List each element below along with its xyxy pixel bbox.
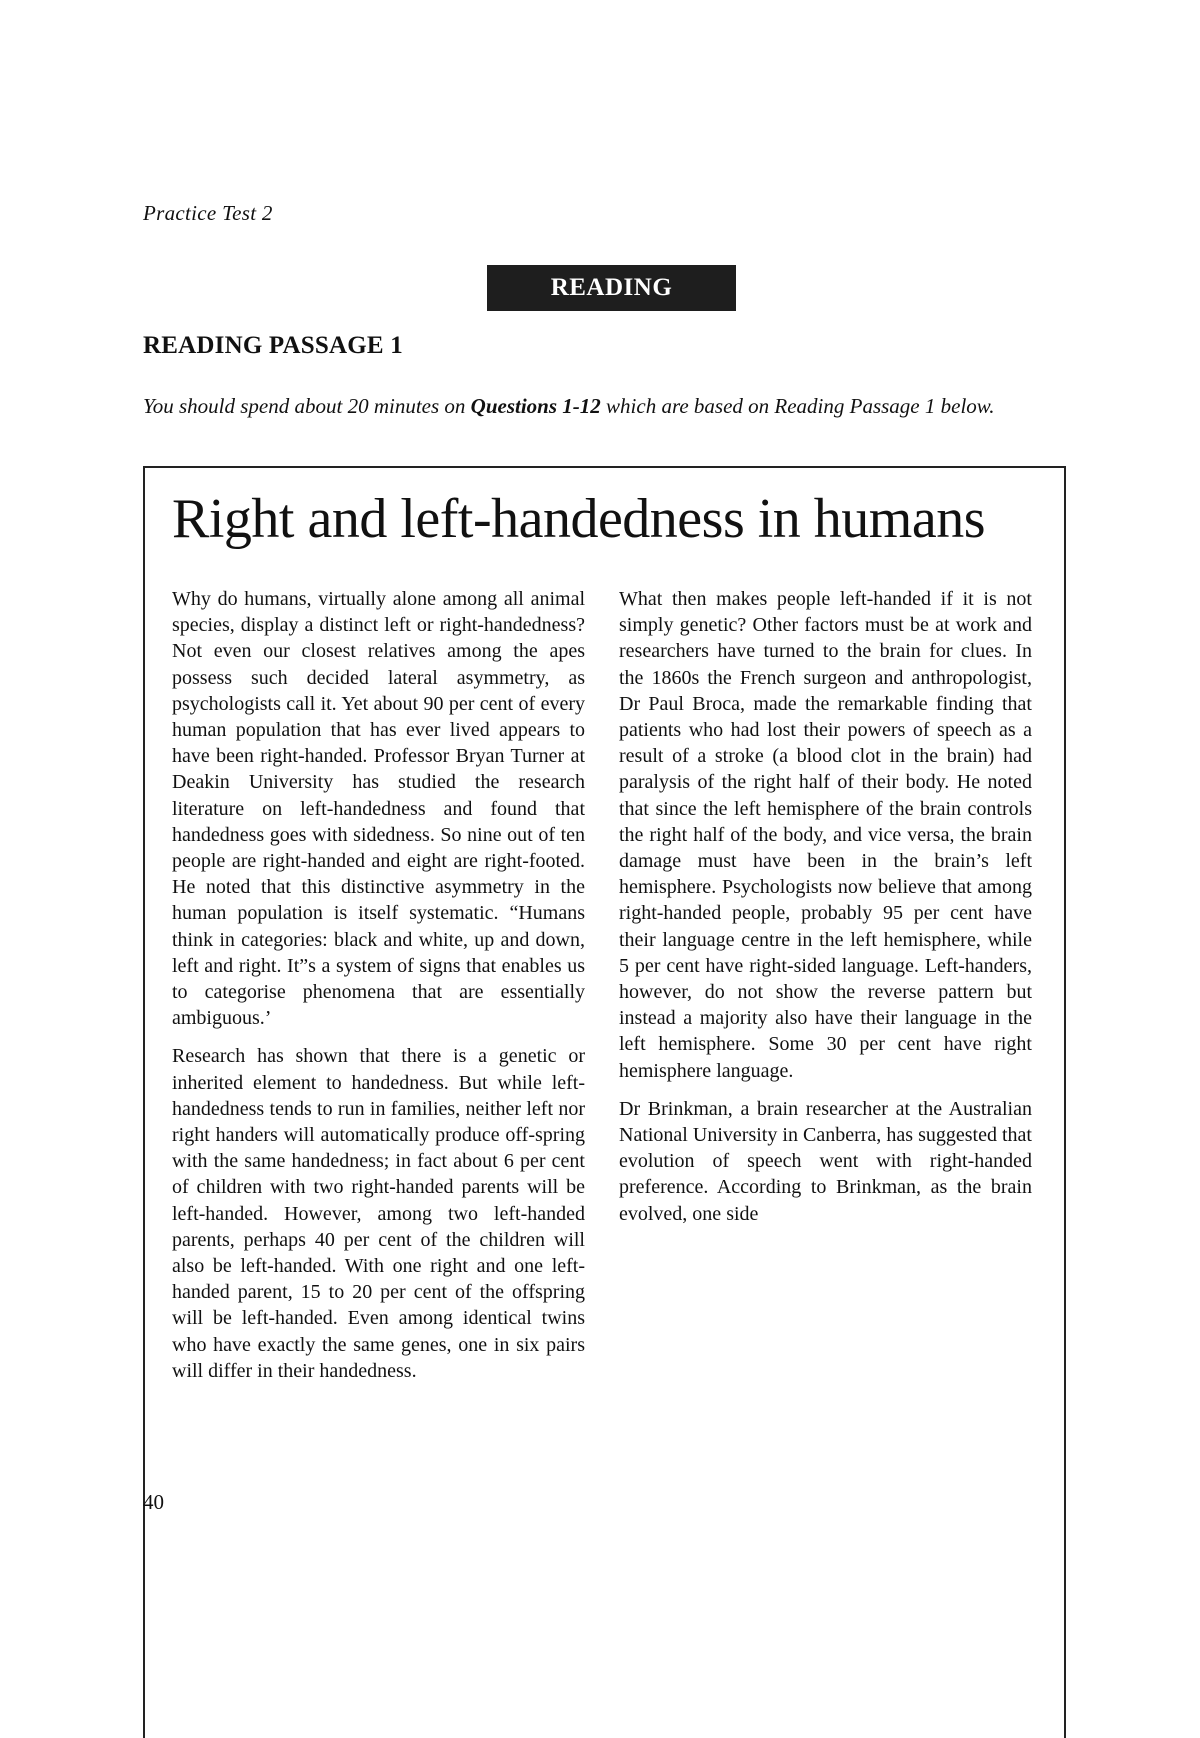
passage-paragraph-2	[172, 1043, 585, 1384]
instructions-text-end: which are based on Reading Passage 1 below.	[600, 394, 995, 418]
passage-column-right	[619, 586, 1032, 1239]
passage-paragraph-3: What then makes people left-handed if it is not simply genetic? Other factors must be at work and researchers have turned to the brain for clues. In the 1860s the French surgeon and anthropologist, Dr Paul Broca, made the remarkable finding that patients who had lost their powers of speech as a result of a stroke (a blood clot in the brain) had paralysis of the right half of their body. He noted that since the left hemisphere of the brain controls the right half of the body, and vice versa, the brain damage must have been in the brain’s left hemisphere. Psychologists now believe that among right-handed people, probably 95 per cent have their language centre in the left hemisphere, while 5 per cent have right-sided language. Left-handers, however, do not show the reverse pattern but instead a majority also have their language in the left hemisphere. Some 30 per cent have right hemisphere language.	[619, 588, 1032, 1082]
passage-title: Right and left-handedness in humans	[172, 488, 986, 550]
instructions-question-range: Questions 1-12	[470, 394, 601, 418]
instructions-text-start: You should spend about 20 minutes on	[143, 394, 471, 418]
passage-paragraph-1: Why do humans, virtually alone among all animal species, display a distinct left or right-handedness? Not even our closest relatives among the apes possess such decided lateral asymmetry, as psychologists call it. Yet about 90 per cent of every human population that has ever lived appears to have been right-handed. Professor Bryan Turner at Deakin University has studied the research literature on left-handedness and found that handedness goes with sidedness. So nine out of ten people are right-handed and eight are right-footed. He noted that this distinctive asymmetry in the human population is itself systematic. “Humans think in categories: black and white, up and down, left and right. It”s a system of signs that enables us to categorise phenomena that are essentially ambiguous.’	[172, 588, 585, 1030]
passage-column-left	[172, 586, 585, 1396]
page-number: 40	[143, 1490, 164, 1514]
instructions	[143, 392, 1065, 420]
passage-heading: READING PASSAGE 1	[143, 332, 403, 359]
passage-paragraph-4: Dr Brinkman, a brain researcher at the Australian National University in Canberra, has suggested that evolution of speech went with right-handed preference. According to Brinkman, as the brain evolved, one side	[619, 1097, 1032, 1225]
passage-frame	[143, 466, 1066, 1738]
section-banner: READING	[487, 265, 736, 311]
passage-paragraph-2-text: Research has shown that there is a genetic or inherited element to handedness. But while left-handedness tends to run in families, neither left nor right handers will automatically produce off-spring with the same handedness; in fact about 6 per cent of children with two right-handed parents will be left-handed. However, among two left-handed parents, perhaps 40 per cent of the children will also be left-handed. With one right and one left-handed parent, 15 to 20 per cent of the offspring will be left-handed. Even among identical twins who have exactly the same genes, one in six pairs will differ in their handedness.	[172, 1045, 585, 1382]
running-head: Practice Test 2	[143, 201, 273, 225]
